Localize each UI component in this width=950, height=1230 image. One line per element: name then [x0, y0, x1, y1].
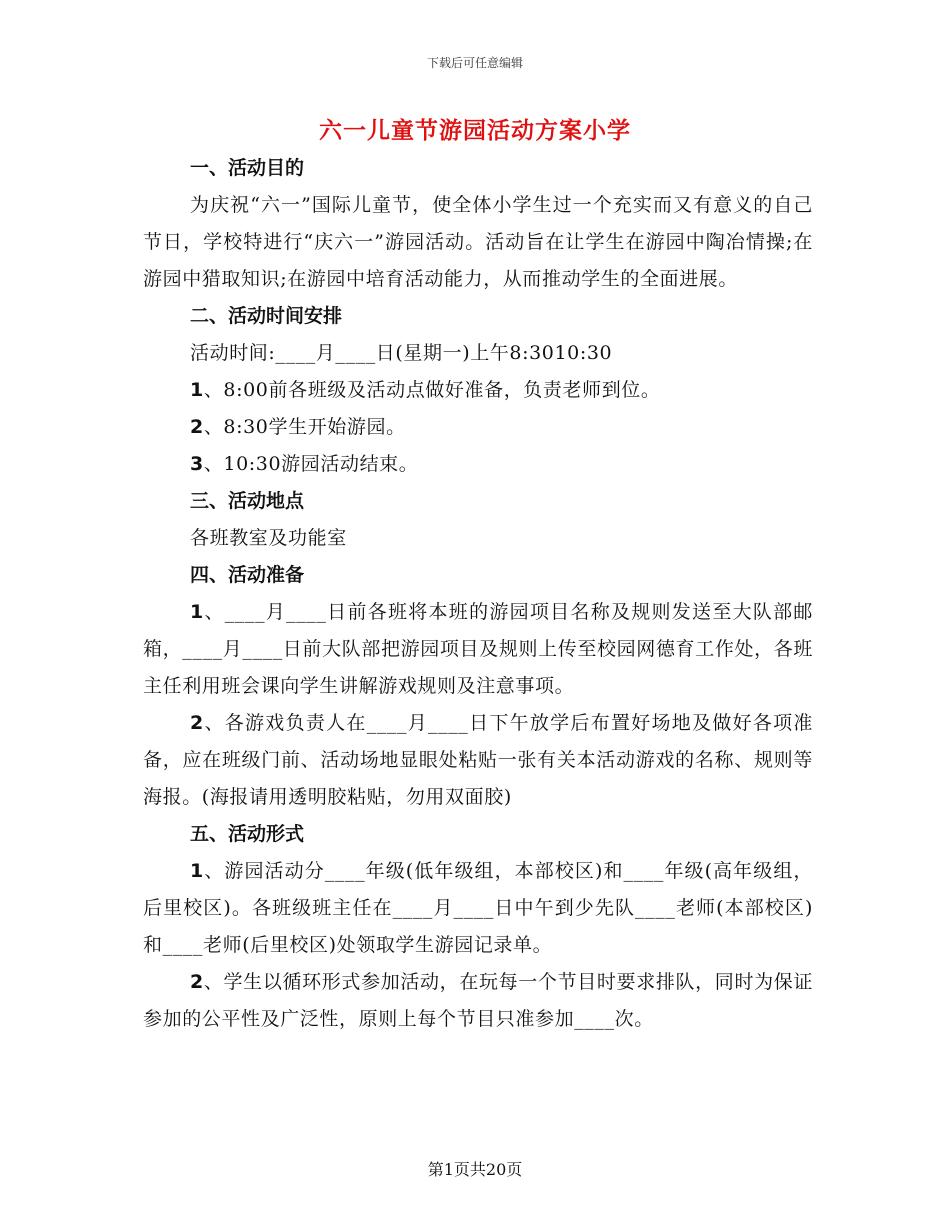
list-item-preparation-1 — [143, 594, 813, 705]
item-number: 1 — [190, 601, 204, 623]
item-number: 2 — [190, 712, 204, 734]
item-text: 、学生以循环形式参加活动，在玩每一个节目时要求排队，同时为保证参加的公平性及广泛性，原则上每个节目只准参加____次。 — [143, 971, 813, 1030]
item-number: 3 — [190, 453, 204, 475]
list-item-schedule-1 — [143, 372, 813, 409]
section-heading-schedule: 二、活动时间安排 — [190, 305, 343, 327]
page-footer: 第1页共20页 — [427, 1160, 523, 1179]
paragraph-purpose: 为庆祝“六一”国际儿童节，使全体小学生过一个充实而又有意义的自己节日，学校特进行“庆六一”游园活动。活动旨在让学生在游园中陶冶情操;在游园中猎取知识;在游园中培育活动能力，从而推动学生的全面进展。 — [143, 194, 813, 290]
document-title: 六一儿童节游园活动方案小学 — [319, 117, 631, 144]
list-item-preparation-2 — [143, 705, 813, 816]
item-number: 2 — [190, 416, 204, 438]
paragraph-location: 各班教室及功能室 — [190, 527, 347, 549]
item-number: 1 — [190, 860, 204, 882]
item-text: 、各游戏负责人在____月____日下午放学后布置好场地及做好各项准备，应在班级门前、活动场地显眼处粘贴一张有关本活动游戏的名称、规则等海报。(海报请用透明胶粘贴，勿用双面胶) — [143, 712, 813, 808]
item-text: 、10:30游园活动结束。 — [203, 453, 419, 475]
list-item-schedule-2 — [143, 409, 813, 446]
item-text: 、8:30学生开始游园。 — [203, 416, 406, 438]
item-text: 、8:00前各班级及活动点做好准备，负责老师到位。 — [203, 379, 661, 401]
section-heading-purpose: 一、活动目的 — [190, 157, 305, 179]
section-heading-preparation: 四、活动准备 — [190, 564, 305, 586]
list-item-format-2 — [143, 964, 813, 1038]
paragraph-activity-time: 活动时间:____月____日(星期一)上午8:3010:30 — [190, 342, 613, 364]
document-body — [143, 150, 813, 1038]
section-heading-location: 三、活动地点 — [190, 490, 305, 512]
item-number: 2 — [190, 971, 204, 993]
list-item-format-1 — [143, 853, 813, 964]
section-heading-format: 五、活动形式 — [190, 823, 305, 845]
item-number: 1 — [190, 379, 204, 401]
header-note: 下载后可任意编辑 — [426, 56, 523, 70]
list-item-schedule-3 — [143, 446, 813, 483]
item-text: 、游园活动分____年级(低年级组，本部校区)和____年级(高年级组，后里校区)。各班级班主任在____月____日中午到少先队____老师(本部校区)和____老师(后里校区)处领取学生游园记录单。 — [143, 860, 813, 956]
item-text: 、____月____日前各班将本班的游园项目名称及规则发送至大队部邮箱，____月____日前大队部把游园项目及规则上传至校园网德育工作处，各班主任利用班会课向学生讲解游戏规则及注意事项。 — [143, 601, 813, 697]
